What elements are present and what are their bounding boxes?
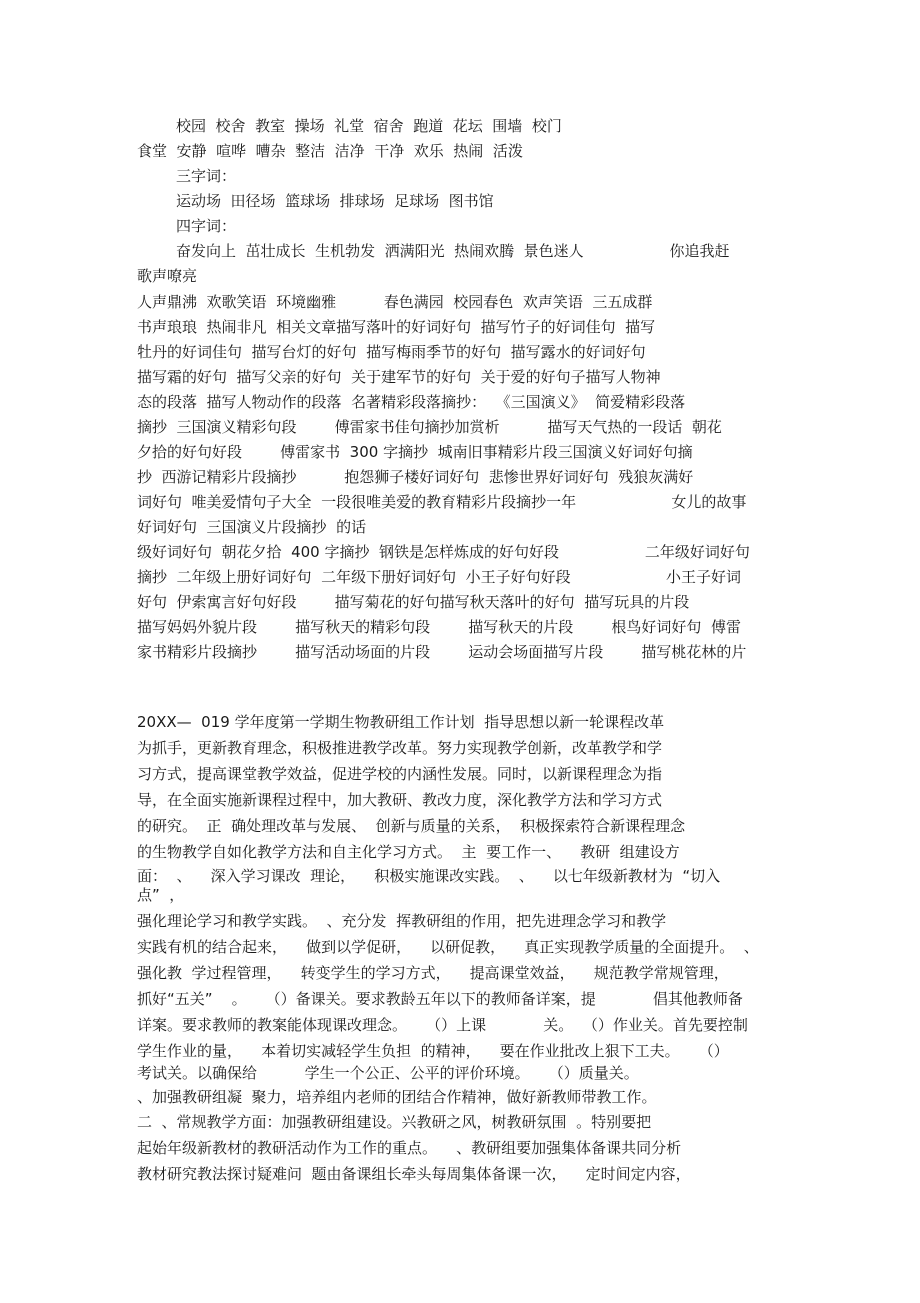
text-line: 校园 校舍 教室 操场 礼堂 宿舍 跑道 花坛 围墙 校门	[176, 117, 562, 135]
text-line: 级好词好句 朝花夕拾 400 字摘抄 钢铁是怎样炼成的好句好段 二年级好词好句	[137, 543, 750, 561]
text-line: 词好句 唯美爱情句子大全 一段很唯美爱的教育精彩片段摘抄一年 女儿的故事	[137, 493, 747, 511]
text-line: 书声琅琅 热闹非凡 相关文章描写落叶的好词好句 描写竹子的好词佳句 描写	[137, 318, 656, 336]
text-line: 的生物教学自如化教学方法和自主化学习方式。 主 要工作一、 教研 组建设方	[137, 843, 680, 861]
subheading-four-char-words: 四字词：	[176, 217, 237, 235]
text-line: 家书精彩片段摘抄 描写活动场面的片段 运动会场面描写片段 描写桃花林的片	[137, 643, 747, 661]
plan-title-line: 20XX— 019 学年度第一学期生物教研组工作计划 指导思想以新一轮课程改革	[137, 713, 665, 731]
text-line: 详案。要求教师的教案能体现课改理念。 （）上课 关。 （）作业关。首先要控制	[137, 1016, 748, 1034]
text-line: 态的段落 描写人物动作的段落 名著精彩段落摘抄： 《三国演义》 简爱精彩段落	[137, 393, 686, 411]
text-line: 歌声嘹亮	[137, 267, 198, 285]
text-line: 点” ，	[137, 886, 185, 904]
text-line: 实践有机的结合起来， 做到以学促研， 以研促教， 真正实现教学质量的全面提升。 、	[137, 938, 759, 956]
text-line: 导，在全面实施新课程过程中，加大教研、教改力度，深化教学方法和学习方式	[137, 791, 663, 809]
text-line: 、加强教研组凝 聚力，培养组内老师的团结合作精神，做好新教师带教工作。	[137, 1088, 657, 1106]
text-line: 习方式，提高课堂教学效益，促进学校的内涵性发展。同时，以新课程理念为指	[137, 765, 663, 783]
text-line: 摘抄 二年级上册好词好句 二年级下册好词好句 小王子好句好段 小王子好词	[137, 568, 741, 586]
text-line: 夕拾的好句好段 傅雷家书 300 字摘抄 城南旧事精彩片段三国演义好词好句摘	[137, 443, 693, 461]
text-line: 起始年级新教材的教研活动作为工作的重点。 、教研组要加强集体备课共同分析	[137, 1139, 682, 1157]
text-line: 强化教 学过程管理， 转变学生的学习方式， 提高课堂效益， 规范教学常规管理，	[137, 964, 729, 982]
text-line: 的研究。 正 确处理改革与发展、 创新与质量的关系， 积极探索符合新课程理念	[137, 817, 686, 835]
text-line: 奋发向上 茁壮成长 生机勃发 洒满阳光 热闹欢腾 景色迷人 你追我赶	[176, 242, 730, 260]
text-line: 抄 西游记精彩片段摘抄 抱怨狮子楼好词好句 悲惨世界好词好句 残狼灰满好	[137, 468, 694, 486]
text-line: 牡丹的好词佳句 描写台灯的好句 描写梅雨季节的好句 描写露水的好词好句	[137, 343, 646, 361]
text-line: 强化理论学习和教学实践。 、充分发 挥教研组的作用，把先进理念学习和教学	[137, 912, 667, 930]
text-line: 描写霜的好句 描写父亲的好句 关于建军节的好句 关于爱的好句子描写人物神	[137, 368, 661, 386]
text-line: 学生作业的量， 本着切实减轻学生负担 的精神， 要在作业批改上狠下工夫。 （）	[137, 1042, 729, 1060]
text-line: 为抓手，更新教育理念，积极推进教学改革。努力实现教学创新，改革教学和学	[137, 739, 663, 757]
text-line: 摘抄 三国演义精彩句段 傅雷家书佳句摘抄加赏析 描写天气热的一段话 朝花	[137, 418, 722, 436]
text-line: 好词好句 三国演义片段摘抄 的话	[137, 518, 367, 536]
text-line: 人声鼎沸 欢歌笑语 环境幽雅 春色满园 校园春色 欢声笑语 三五成群	[137, 293, 653, 311]
text-line: 描写妈妈外貌片段 描写秋天的精彩句段 描写秋天的片段 根鸟好词好句 傅雷	[137, 618, 741, 636]
text-line: 抓好“五关” 。 （）备课关。要求教龄五年以下的教师备详案，提 倡其他教师备	[137, 990, 743, 1008]
text-line: 教材研究教法探讨疑难问 题由备课组长牵头每周集体备课一次， 定时间定内容，	[137, 1165, 691, 1183]
subheading-three-char-words: 三字词：	[176, 167, 237, 185]
text-line: 面： 、 深入学习课改 理论， 积极实施课改实践。 、 以七年级新教材为 “切入	[137, 867, 721, 885]
text-line: 运动场 田径场 篮球场 排球场 足球场 图书馆	[176, 192, 494, 210]
text-line: 好句 伊索寓言好句好段 描写菊花的好句描写秋天落叶的好句 描写玩具的片段	[137, 593, 690, 611]
text-line: 食堂 安静 喧哗 嘈杂 整洁 洁净 干净 欢乐 热闹 活泼	[137, 142, 523, 160]
text-line: 考试关。以确保给 学生一个公正、公平的评价环境。 （）质量关。	[137, 1064, 639, 1082]
text-line: 二 、常规教学方面：加强教研组建设。兴教研之风，树教研氛围 。特别要把	[137, 1113, 652, 1131]
